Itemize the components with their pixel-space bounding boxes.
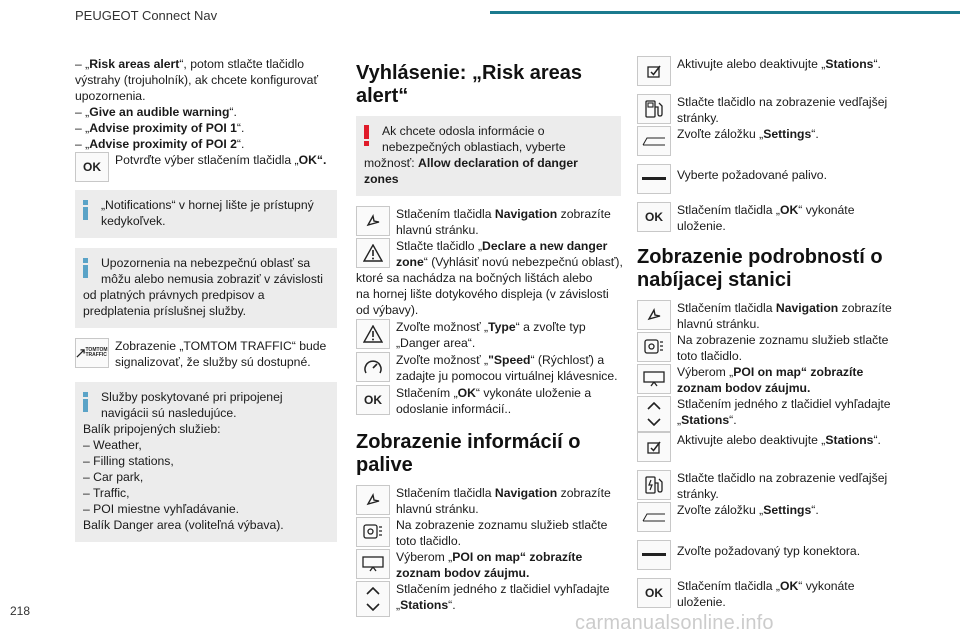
- speedometer-icon: [356, 352, 390, 382]
- services-list-icon: [637, 332, 671, 362]
- text-line: zoznam bodov záujmu.: [677, 381, 811, 395]
- list-item: – Filling stations,: [83, 454, 174, 468]
- text-line: hlavnú stránku.: [677, 317, 760, 331]
- text-line: Upozornenia na nebezpečnú oblasť sa: [101, 256, 311, 270]
- column-1: [75, 56, 337, 552]
- text-line: hlavnú stránku.: [396, 502, 479, 516]
- text-line: hlavnú stránku.: [396, 223, 479, 237]
- text-line: toto tlačidlo.: [396, 534, 462, 548]
- header-accent-bar: [490, 11, 960, 14]
- section-title: Vyhlásenie: „Risk areas alert“: [356, 62, 583, 107]
- text-line: Zobrazenie „TOMTOM TRAFFIC“ bude: [115, 339, 327, 353]
- info-box: [75, 190, 337, 238]
- text-line: upozornenia.: [75, 89, 146, 103]
- up-down-arrows-icon: [637, 396, 671, 432]
- text-line: zone“ (Vyhlásiť novú nebezpečnú oblasť),: [396, 255, 623, 269]
- text-line: Balík pripojených služieb:: [83, 422, 221, 436]
- text-line: Stlačením tlačidla „OK“ vykonáte: [677, 203, 855, 217]
- text-line: nebezpečných oblastiach, vyberte: [382, 140, 566, 154]
- text-line: Potvrďte výber stlačením tlačidla „OK“.: [115, 153, 327, 167]
- text-line: odoslanie informácií..: [396, 402, 512, 416]
- text-line: výstrahy (trojuholník), ak chcete konfigurovať: [75, 73, 319, 87]
- text-line: Výberom „POI on map“ zobrazíte: [396, 550, 583, 564]
- text-line: Ak chcete odosla informácie o: [382, 124, 545, 138]
- warning-triangle-icon: [356, 238, 390, 268]
- text-line: toto tlačidlo.: [677, 349, 743, 363]
- text-line: Aktivujte alebo deaktivujte „Stations“.: [677, 57, 881, 71]
- text-line: Stlačením tlačidla Navigation zobrazíte: [396, 207, 611, 221]
- text-line: stránky.: [677, 111, 719, 125]
- checkbox-icon: [637, 56, 671, 86]
- text-line: – „Advise proximity of POI 2“.: [75, 137, 245, 151]
- poi-map-icon: [637, 364, 671, 394]
- section-title: Zobrazenie podrobností o nabíjacej stanici: [637, 246, 883, 291]
- text-line: Zvoľte požadovaný typ konektora.: [677, 544, 861, 558]
- text-line: – „Give an audible warning“.: [75, 105, 237, 119]
- text-line: Vyberte požadované palivo.: [677, 168, 827, 182]
- text-line: môžu alebo nemusia zobraziť v závislosti: [101, 272, 324, 286]
- text-line: Stlačením tlačidla Navigation zobrazíte: [677, 301, 892, 315]
- info-box: [75, 382, 337, 542]
- list-item: – Weather,: [83, 438, 142, 452]
- text-line: – „Risk areas alert“, potom stlačte tlačidlo: [75, 57, 304, 71]
- warning-triangle-icon: [356, 319, 390, 349]
- header-title: PEUGEOT Connect Nav: [75, 8, 218, 23]
- text-line: Zvoľte možnosť „Type“ a zvoľte typ: [396, 320, 586, 334]
- text-line: Zvoľte záložku „Settings“.: [677, 503, 819, 517]
- navigation-arrow-icon: [356, 206, 390, 236]
- page-number: 218: [10, 604, 31, 618]
- text-line: „Danger area“.: [396, 336, 476, 350]
- info-icon: [83, 258, 88, 278]
- text-line: uloženie.: [677, 595, 726, 609]
- text-line: uloženie.: [677, 219, 726, 233]
- text-line: kedykoľvek.: [101, 214, 166, 228]
- text-line: Zvoľte záložku „Settings“.: [677, 127, 819, 141]
- text-line: Balík Danger area (voliteľná výbava).: [83, 518, 284, 532]
- text-line: signalizovať, že služby sú dostupné.: [115, 355, 311, 369]
- up-down-arrows-icon: [356, 581, 390, 617]
- warning-box: [356, 116, 621, 196]
- text-line: Na zobrazenie zoznamu služieb stlačte: [677, 333, 889, 347]
- info-box: [75, 248, 337, 328]
- text-line: Aktivujte alebo deaktivujte „Stations“.: [677, 433, 881, 447]
- ok-button-icon: OK: [637, 578, 671, 608]
- text-line: zones: [364, 172, 399, 186]
- text-line: Stlačením tlačidla Navigation zobrazíte: [396, 486, 611, 500]
- text-line: od výbavy).: [356, 303, 419, 317]
- text-line: Stlačte tlačidlo na zobrazenie vedľajšej: [677, 95, 888, 109]
- text-line: Stlačením jedného z tlačidiel vyhľadajte: [396, 582, 610, 596]
- navigation-arrow-icon: [356, 485, 390, 515]
- text-line: zadajte ju pomocou virtuálnej klávesnice.: [396, 369, 618, 383]
- text-line: navigácii sú nasledujúce.: [101, 406, 237, 420]
- settings-tab-icon: [637, 126, 671, 156]
- poi-map-icon: [356, 549, 390, 579]
- list-item: – Car park,: [83, 470, 144, 484]
- navigation-arrow-icon: [637, 300, 671, 330]
- text-line: Zvoľte možnosť „"Speed“ (Rýchlosť) a: [396, 353, 605, 367]
- list-item: – Traffic,: [83, 486, 130, 500]
- watermark: carmanualsonline.info: [575, 612, 774, 634]
- text-line: Na zobrazenie zoznamu služieb stlačte: [396, 518, 608, 532]
- charging-station-icon: [637, 470, 671, 500]
- section-title: Zobrazenie informácií o palive: [356, 431, 581, 476]
- text-line: Stlačením tlačidla „OK“ vykonáte: [677, 579, 855, 593]
- settings-tab-icon: [637, 502, 671, 532]
- text-line: – „Advise proximity of POI 1“.: [75, 121, 245, 135]
- tomtom-traffic-icon: TOMTOM TRAFFIC: [75, 338, 109, 368]
- list-item: – POI miestne vyhľadávanie.: [83, 502, 239, 516]
- text-line: možnosť: Allow declaration of danger: [364, 156, 578, 170]
- text-line: Stlačením „OK“ vykonáte uloženie a: [396, 386, 592, 400]
- selection-bar-icon: [637, 540, 671, 570]
- text-line: ktoré sa nachádza na bočných lištách alebo: [356, 271, 593, 285]
- text-line: „Stations“.: [677, 413, 737, 427]
- text-line: Stlačením jedného z tlačidiel vyhľadajte: [677, 397, 891, 411]
- ok-button-icon: OK: [75, 152, 109, 182]
- ok-button-icon: OK: [637, 202, 671, 232]
- services-list-icon: [356, 517, 390, 547]
- text-line: predplatenia príslušnej služby.: [83, 304, 247, 318]
- text-line: od platných právnych predpisov a: [83, 288, 265, 302]
- text-line: Stlačte tlačidlo na zobrazenie vedľajšej: [677, 471, 888, 485]
- text-line: na hornej lište dotykového displeja (v závislosti: [356, 287, 609, 301]
- ok-button-icon: OK: [356, 385, 390, 415]
- text-line: zoznam bodov záujmu.: [396, 566, 530, 580]
- info-icon: [83, 200, 88, 220]
- text-line: „Notifications“ v hornej lište je prístupný: [101, 198, 314, 212]
- text-line: „Stations“.: [396, 598, 456, 612]
- text-line: Služby poskytované pri pripojenej: [101, 390, 283, 404]
- text-line: Stlačte tlačidlo „Declare a new danger: [396, 239, 608, 253]
- warning-icon: [364, 125, 369, 146]
- column-3: [637, 56, 897, 610]
- text-line: stránky.: [677, 487, 719, 501]
- fuel-pump-icon: [637, 94, 671, 124]
- selection-bar-icon: [637, 164, 671, 194]
- info-icon: [83, 392, 88, 412]
- text-line: Výberom „POI on map“ zobrazíte: [677, 365, 864, 379]
- column-2: [356, 56, 621, 617]
- checkbox-icon: [637, 432, 671, 462]
